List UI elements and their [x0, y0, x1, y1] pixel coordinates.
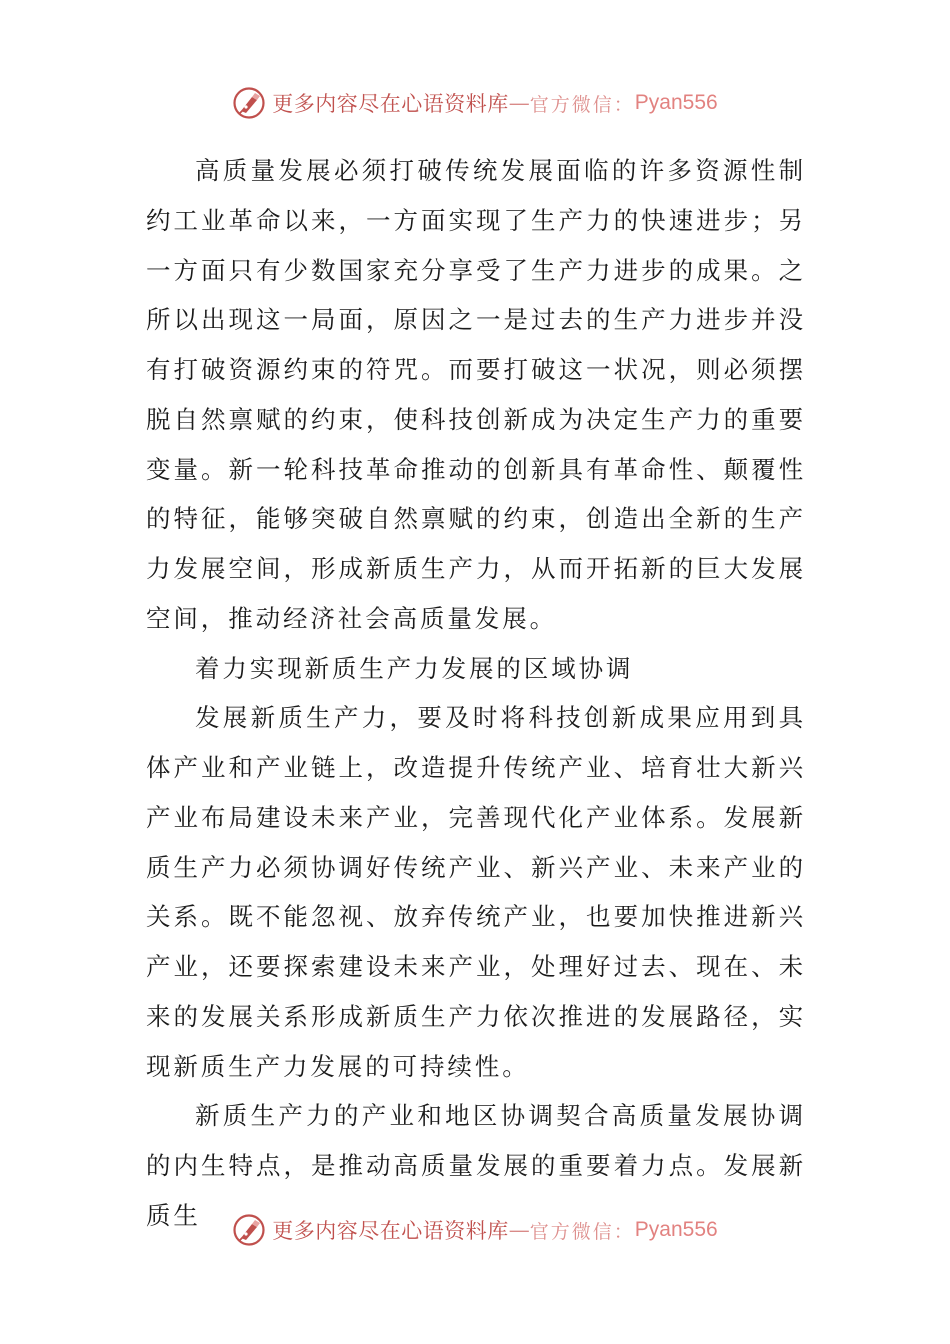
watermark-title: 更多内容尽在心语资料库	[272, 92, 509, 116]
watermark-dash: —	[508, 91, 530, 115]
section-heading: 着力实现新质生产力发展的区域协调	[195, 653, 634, 683]
paragraph-regional-coordination: 新质生产力的产业和地区协调契合高质量发展协调的内生特点，是推动高质量发展的重要着力点。发展新质生	[146, 1101, 806, 1230]
paragraph-industry-development: 发展新质生产力，要及时将科技创新成果应用到具体产业和产业链上，改造提升传统产业、培育壮大新兴产业布局建设未来产业，完善现代化产业体系。发展新质生产力必须协调好传统产业、新兴产业、未来产业的关系。既不能忽视、放弃传统产业，也要加快推进新兴产业，还要探索建设未来产业，处理好过去、现在、未来的发展关系形成新质生产力依次推进的发展路径，实现新质生产力发展的可持续性。	[146, 703, 806, 1081]
watermark-wechat-id: Pyan556	[634, 1218, 718, 1241]
article-body	[146, 146, 806, 1241]
header-watermark	[0, 83, 950, 123]
pen-nib-logo-icon	[232, 1213, 266, 1247]
watermark-wechat-label: 官方微信：	[529, 93, 635, 116]
pen-nib-logo-icon	[232, 86, 266, 120]
watermark-dash: —	[508, 1218, 530, 1242]
watermark-wechat-id: Pyan556	[634, 91, 718, 114]
paragraph-resource-constraints: 高质量发展必须打破传统发展面临的许多资源性制约工业革命以来，一方面实现了生产力的快速进步；另一方面只有少数国家充分享受了生产力进步的成果。之所以出现这一局面，原因之一是过去的生产力进步并没有打破资源约束的符咒。而要打破这一状况，则必须摆脱自然禀赋的约束，使科技创新成为决定生产力的重要变量。新一轮科技革命推动的创新具有革命性、颠覆性的特征，能够突破自然禀赋的约束，创造出全新的生产力发展空间，形成新质生产力，从而开拓新的巨大发展空间，推动经济社会高质量发展。	[146, 156, 806, 633]
footer-watermark	[0, 1210, 950, 1250]
watermark-title: 更多内容尽在心语资料库	[272, 1219, 509, 1243]
watermark-wechat-label: 官方微信：	[529, 1220, 635, 1243]
